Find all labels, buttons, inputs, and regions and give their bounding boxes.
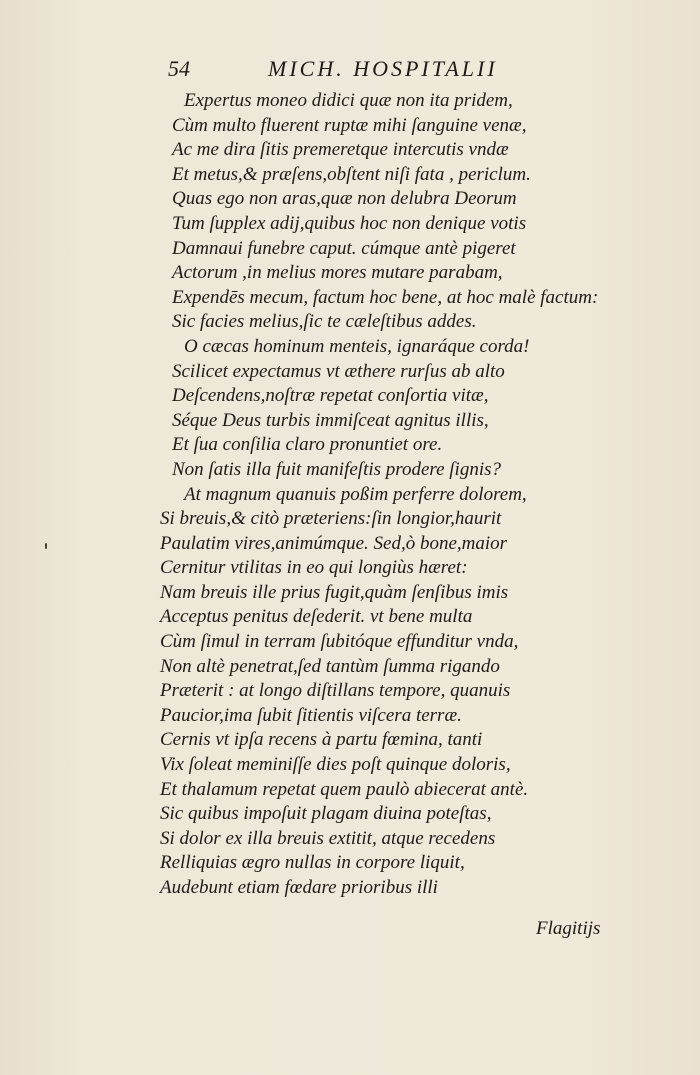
page-number: 54 [168,56,190,81]
verse-line: O cæcas hominum menteis, ignaráque corda! [184,335,530,357]
verse-line: At magnum quanuis poßim perferre dolorem, [184,483,527,505]
verse-line: Paulatim vires,animúmque. Sed,ò bone,maior [160,532,508,554]
verse-line: Cùm multo fluerent ruptæ mihi ſanguine venæ, [172,114,527,136]
verse-line: Sic facies melius,ſic te cæleſtibus addes. [172,311,477,333]
verse-line: Damnaui funebre caput. cúmque antè pigeret [172,237,516,259]
verse-line: Tum ſupplex adij,quibus hoc non denique votis [172,212,527,234]
verse-line: Paucior,ima ſubit ſitientis viſcera terræ. [160,704,462,726]
verse-line: Scilicet expectamus vt æthere rurſus ab alto [172,360,505,382]
verse-line: Cernis vt ipſa recens à partu fœmina, tanti [160,729,483,751]
verse-line: Et thalamum repetat quem paulò abiecerat antè. [160,778,529,800]
verse-line: Deſcendens,noſtræ repetat conſortia vitæ, [172,385,489,407]
verse-line: Et metus,& præſens,obſtent niſi fata , periclum. [172,163,531,185]
verse-line: Quas ego non aras,quæ non delubra Deorum [172,188,517,210]
poem-text [160,89,630,901]
verse-line: Non altè penetrat,ſed tantùm ſumma rigando [160,655,500,677]
running-title: MICH. HOSPITALII [268,56,498,81]
verse-line: Actorum ,in melius mores mutare parabam, [172,262,503,284]
verse-line: Acceptus penitus deſederit. vt bene multa [160,606,473,628]
verse-line: Sic quibus impoſuit plagam diuina poteſtas, [160,803,492,825]
ink-speck [45,543,47,549]
verse-line: Nam breuis ille prius fugit,quàm ſenſibus imis [160,581,509,603]
verse-line: Cernitur vtilitas in eo qui longiùs hæret: [160,557,468,579]
verse-line: Ac me dira ſitis premeretque intercutis vndæ [172,139,509,161]
verse-line: Et ſua conſilia claro pronuntiet ore. [172,434,443,456]
verse-line: Si breuis,& citò præteriens:ſin longior,haurit [160,508,502,530]
verse-line: Si dolor ex illa breuis extitit, atque recedens [160,827,496,849]
bleed-through-text [640,90,700,910]
verse-line: Expertus moneo didici quæ non ita pridem, [184,90,513,111]
verse-line: Non ſatis illa fuit manifeſtis prodere ſignis? [172,458,501,480]
verse-line: Expendēs mecum, factum hoc bene, at hoc malè factum: [172,286,599,308]
verse-line: Relliquias ægro nullas in corpore liquit, [160,852,465,874]
verse-line: Cùm ſimul in terram ſubitóque effunditur vnda, [160,631,519,653]
verse-line: Vix ſoleat meminiſſe dies poſt quinque doloris, [160,754,511,776]
page-header [168,56,568,88]
catchword: Flagitijs [536,918,601,939]
verse-line: Séque Deus turbis immiſceat agnitus illis, [172,409,489,431]
verse-line: Præterit : at longo diſtillans tempore, quanuis [160,680,511,702]
verse-line: Audebunt etiam fœdare prioribus illi [160,877,438,898]
